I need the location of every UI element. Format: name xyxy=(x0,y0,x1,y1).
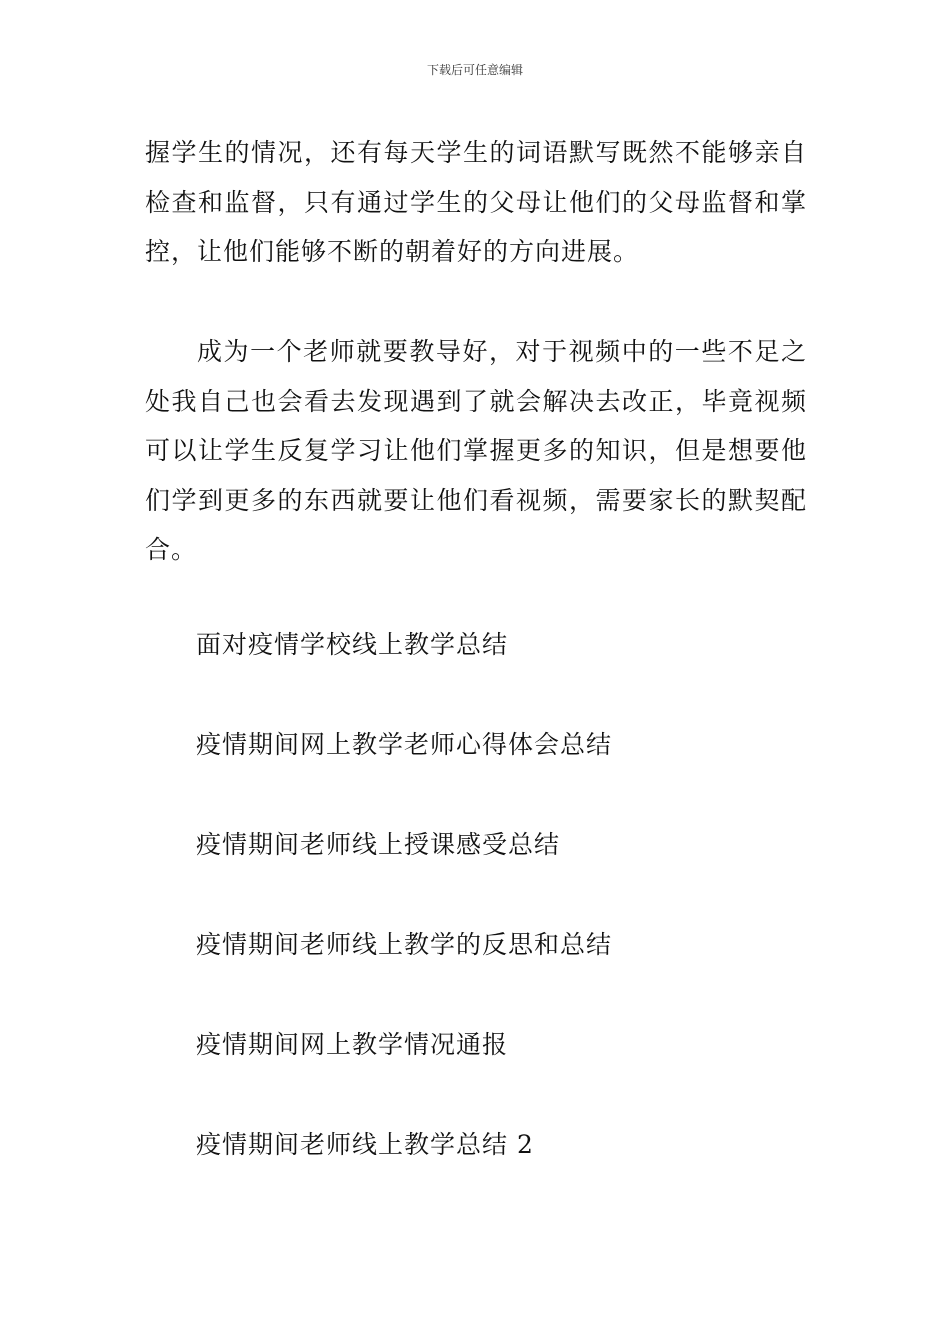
page-header: 下载后可任意编辑 xyxy=(426,63,523,77)
body-paragraph-2: 成为一个老师就要教导好，对于视频中的一些不足之处我自己也会看去发现遇到了就会解决去改正，毕竟视频可以让学生反复学习让他们掌握更多的知识，但是想要他们学到更多的东西就要让他们看视频，需要家长的默契配合。 xyxy=(145,337,807,564)
related-title-2: 疫情期间网上教学老师心得体会总结 xyxy=(196,730,613,759)
related-titles-list xyxy=(196,625,612,1225)
related-title-6: 疫情期间老师线上教学总结 2 xyxy=(196,1130,534,1159)
related-title-1: 面对疫情学校线上教学总结 xyxy=(196,630,509,659)
body-paragraph-1: 握学生的情况，还有每天学生的词语默写既然不能够亲自检查和监督，只有通过学生的父母让他们的父母监督和掌控，让他们能够不断的朝着好的方向进展。 xyxy=(145,138,807,266)
related-title-3: 疫情期间老师线上授课感受总结 xyxy=(196,830,561,859)
related-title-4: 疫情期间老师线上教学的反思和总结 xyxy=(196,930,613,959)
related-title-5: 疫情期间网上教学情况通报 xyxy=(196,1030,509,1059)
